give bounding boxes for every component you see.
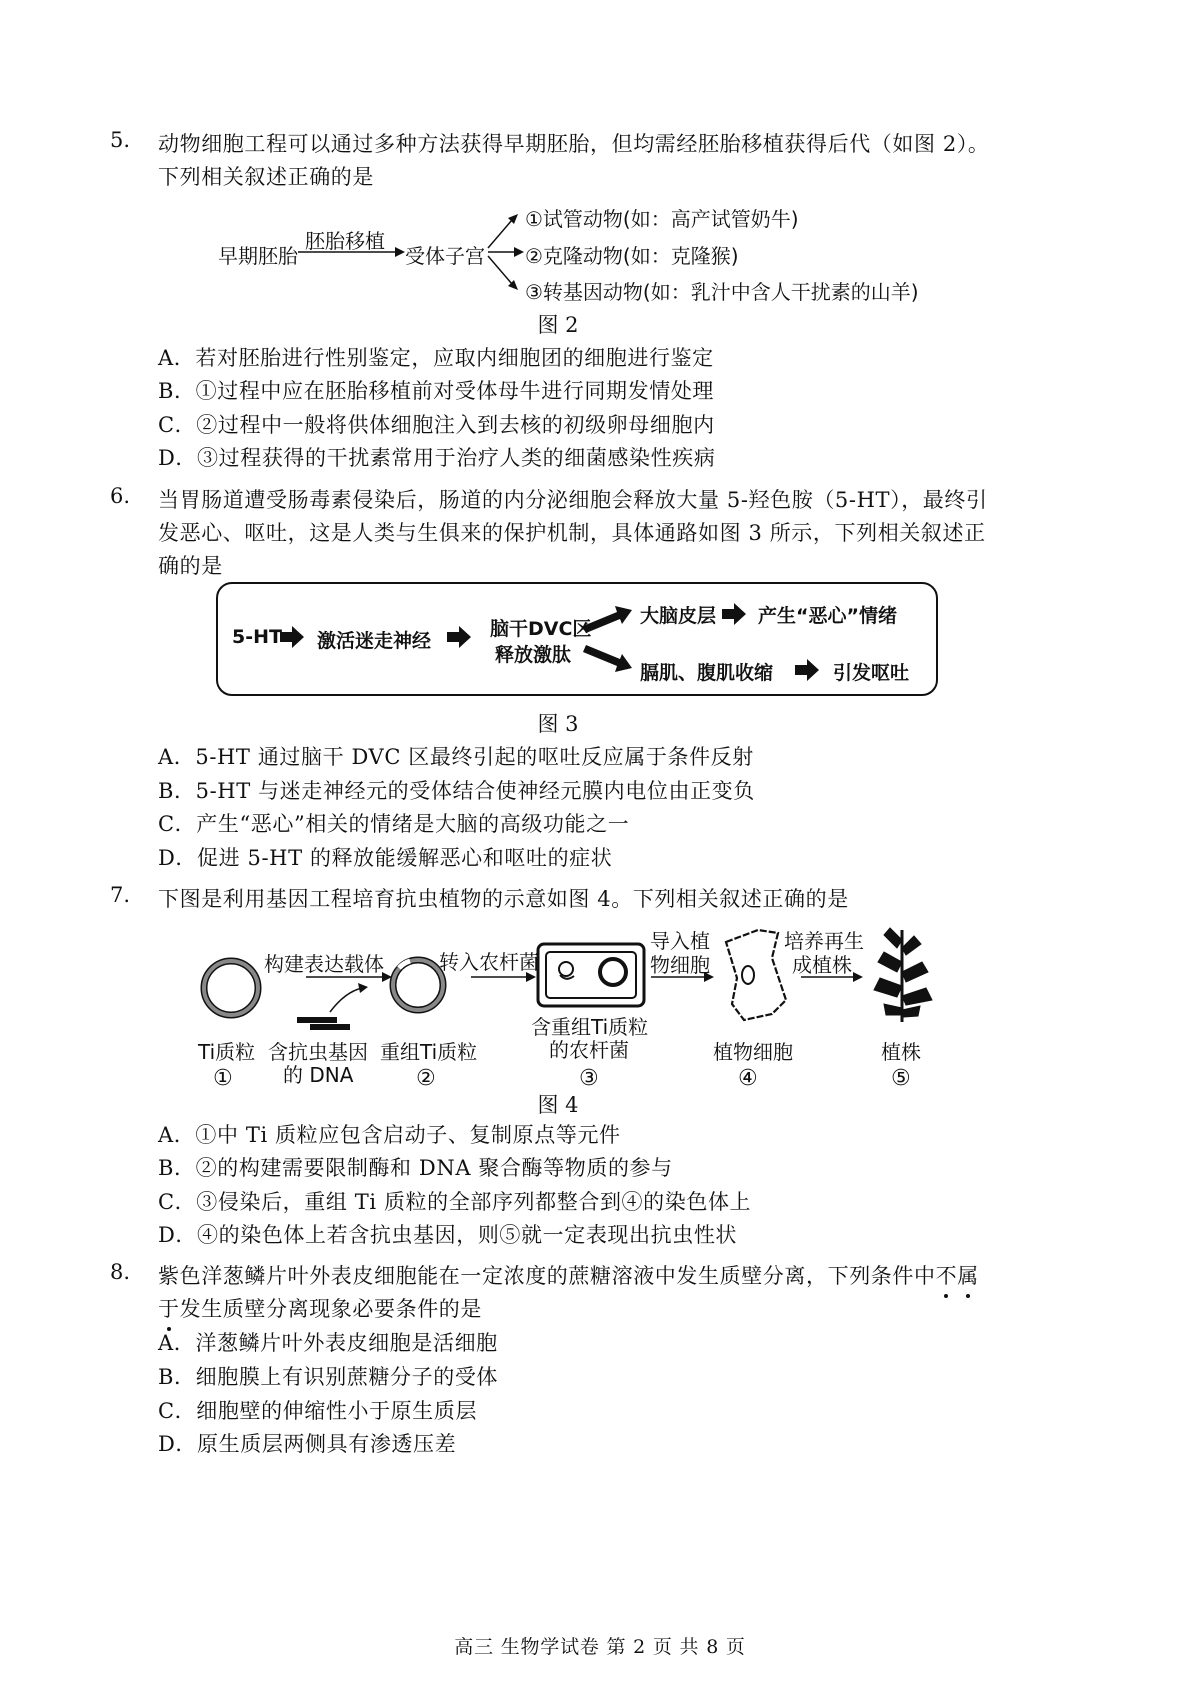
question-stem-line: 确的是	[158, 554, 223, 578]
question-stem-line: 下列相关叙述正确的是	[158, 165, 374, 189]
fig4-step-introduce-1: 导入植	[650, 929, 710, 953]
emphasis-char	[957, 1264, 979, 1288]
question-number: 6.	[110, 484, 131, 508]
option-b[interactable]: B．①过程中应在胚胎移植前对受体母牛进行同期发情处理	[158, 379, 715, 403]
fig4-step-introduce-2: 物细胞	[650, 953, 710, 977]
question-stem-line	[158, 1260, 979, 1290]
fig4-num-1: ①	[213, 1066, 233, 1091]
question-stem-line: 当胃肠道遭受肠毒素侵染后，肠道的内分泌细胞会释放大量 5-羟色胺（5-HT），最终引	[158, 488, 988, 512]
option-c[interactable]: C．细胞壁的伸缩性小于原生质层	[158, 1399, 478, 1423]
fig2-branch-3: ③转基因动物(如：乳汁中含人干扰素的山羊)	[525, 280, 919, 304]
page-footer: 高三 生物学试卷 第 2 页 共 8 页	[454, 1636, 746, 1658]
fig4-label-agro-1: 含重组Ti质粒	[531, 1015, 649, 1039]
question-stem-line: 动物细胞工程可以通过多种方法获得早期胚胎，但均需经胚胎移植获得后代（如图 2）。	[158, 132, 990, 156]
fig4-step-regenerate-2: 成植株	[792, 953, 852, 977]
fig3-node-vagus: 激活迷走神经	[317, 630, 432, 652]
fig4-step-regenerate-1: 培养再生	[784, 929, 864, 953]
question-number: 5.	[110, 128, 131, 152]
emphasis-dot	[944, 1294, 948, 1298]
fig4-label-ti: Ti质粒	[198, 1040, 256, 1064]
figure-caption: 图 3	[537, 712, 579, 736]
fig3-node-vomit: 引发呕吐	[833, 662, 910, 684]
fig4-label-dna-1: 含抗虫基因	[268, 1040, 368, 1064]
plant-icon	[874, 928, 932, 1022]
fig2-arrow-label: 胚胎移植	[305, 229, 385, 253]
option-c[interactable]: C．③侵染后，重组 Ti 质粒的全部序列都整合到④的染色体上	[158, 1190, 752, 1214]
fig4-label-agro-2: 的农杆菌	[549, 1038, 629, 1062]
fig4-num-3: ③	[579, 1066, 599, 1091]
emphasis-text: 不	[935, 1264, 958, 1288]
option-a[interactable]: A．洋葱鳞片叶外表皮细胞是活细胞	[158, 1331, 498, 1355]
fig3-node-nausea: 产生“恶心”情绪	[758, 605, 897, 627]
fig2-start: 早期胚胎	[218, 244, 298, 268]
fig2-middle: 受体子宫	[405, 244, 485, 268]
fig3-node-cortex: 大脑皮层	[640, 605, 717, 627]
question-stem-line: 发恶心、呕吐，这是人类与生俱来的保护机制，具体通路如图 3 所示，下列相关叙述正	[158, 521, 986, 545]
emphasis-text: 属	[957, 1264, 979, 1288]
fig4-step-construct: 构建表达载体	[264, 952, 384, 976]
fig4-num-2: ②	[416, 1066, 436, 1091]
figure-caption: 图 4	[537, 1093, 579, 1117]
figure-caption: 图 2	[537, 313, 579, 337]
agrobacterium-icon	[538, 944, 644, 1006]
option-a[interactable]: A．①中 Ti 质粒应包含启动子、复制原点等元件	[158, 1123, 621, 1147]
option-c[interactable]: C．②过程中一般将供体细胞注入到去核的初级卵母细胞内	[158, 413, 715, 437]
fig4-num-4: ④	[738, 1066, 758, 1091]
fig3-node-dvc: 脑干DVC区	[490, 618, 592, 640]
option-c[interactable]: C．产生“恶心”相关的情绪是大脑的高级功能之一	[158, 812, 630, 836]
option-d[interactable]: D．③过程获得的干扰素常用于治疗人类的细菌感染性疾病	[158, 446, 716, 470]
fig4-label-plant: 植株	[881, 1040, 921, 1064]
stem-text: 发生质壁分离现象必要条件的是	[179, 1297, 483, 1321]
fig4-label-dna-2: 的 DNA	[283, 1063, 354, 1087]
question-stem-line: 下图是利用基因工程培育抗虫植物的示意如图 4。下列相关叙述正确的是	[158, 887, 849, 911]
dna-fragment-icon	[297, 1017, 337, 1023]
option-b[interactable]: B．细胞膜上有识别蔗糖分子的受体	[158, 1365, 499, 1389]
emphasis-text: 于	[158, 1297, 180, 1321]
fig2-branch-2: ②克隆动物(如：克隆猴)	[525, 244, 739, 268]
plant-cell-icon	[726, 930, 786, 1020]
fig2-branch-1: ①试管动物(如：高产试管奶牛)	[525, 207, 799, 231]
fig4-label-recombinant: 重组Ti质粒	[380, 1040, 478, 1064]
emphasis-dot	[966, 1294, 970, 1298]
fig4-num-5: ⑤	[891, 1066, 911, 1091]
option-b[interactable]: B．5-HT 与迷走神经元的受体结合使神经元膜内电位由正变负	[158, 779, 755, 803]
option-d[interactable]: D．④的染色体上若含抗虫基因，则⑤就一定表现出抗虫性状	[158, 1223, 738, 1247]
question-number: 7.	[110, 883, 131, 907]
fig3-node-kinin: 释放激肽	[495, 644, 572, 666]
option-d[interactable]: D．促进 5-HT 的释放能缓解恶心和呕吐的症状	[158, 846, 613, 870]
fig4-label-plant-cell: 植物细胞	[713, 1040, 793, 1064]
question-stem-line	[158, 1293, 482, 1323]
fig3-node-5ht: 5-HT	[232, 626, 282, 648]
option-b[interactable]: B．②的构建需要限制酶和 DNA 聚合酶等物质的参与	[158, 1156, 673, 1180]
emphasis-char	[158, 1297, 180, 1321]
question-number: 8.	[110, 1260, 131, 1284]
stem-text: 紫色洋葱鳞片叶外表皮细胞能在一定浓度的蔗糖溶液中发生质壁分离，下列条件中	[158, 1264, 936, 1288]
option-a[interactable]: A．5-HT 通过脑干 DVC 区最终引起的呕吐反应属于条件反射	[158, 745, 754, 769]
option-a[interactable]: A．若对胚胎进行性别鉴定，应取内细胞团的细胞进行鉴定	[158, 346, 714, 370]
emphasis-char	[936, 1264, 958, 1288]
fig3-node-muscle: 膈肌、腹肌收缩	[640, 662, 774, 684]
fig4-step-transform: 转入农杆菌	[439, 950, 539, 974]
option-d[interactable]: D．原生质层两侧具有渗透压差	[158, 1432, 457, 1456]
